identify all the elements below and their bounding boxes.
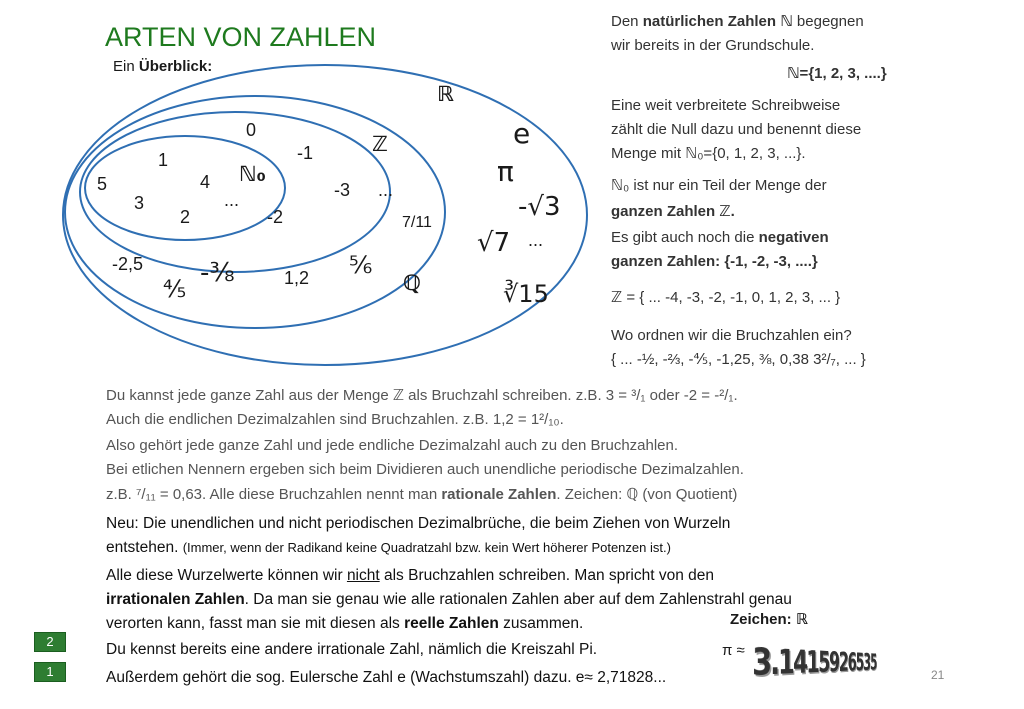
q-number: -2,5 — [112, 254, 144, 274]
explain-line5 — [106, 485, 737, 504]
natural-set: ℕ={1, 2, 3, ....} — [787, 65, 887, 82]
irr-line4 — [106, 590, 792, 610]
label-Q: ℚ — [403, 271, 421, 295]
explain-l5-bold: rationale Zahlen — [441, 486, 557, 503]
r-number: √7 — [477, 228, 511, 258]
pi-approx: π ≈ — [722, 642, 745, 659]
r-number: -√3 — [518, 192, 561, 222]
right-p4-line2: ganzen Zahlen: {-1, -2, -3, ....} — [611, 253, 818, 270]
n0-number: 4 — [200, 172, 211, 192]
pi-digits-graphic: 3.1415926535 — [752, 640, 877, 684]
n0-number: 3 — [134, 193, 145, 213]
n0-number: 5 — [97, 174, 108, 194]
q-number: ⅚ — [349, 251, 373, 279]
z-number: -3 — [334, 180, 351, 200]
z-number: -2 — [267, 207, 284, 227]
subtitle-bold: Überblick: — [138, 58, 213, 75]
nav-button-2[interactable]: 2 — [34, 632, 66, 652]
label-Z: ℤ — [372, 132, 388, 156]
r-number: ... — [528, 230, 544, 250]
n0-number: 1 — [158, 150, 169, 170]
real-symbol-label: Zeichen: ℝ — [730, 611, 808, 628]
r-number: e — [513, 117, 531, 150]
q-number: -⅜ — [200, 258, 235, 288]
right-p3-line2: ganzen Zahlen ℤ. — [611, 203, 735, 220]
fraction-set: { ... -½, -⅔, -⅘, -1,25, ⅜, 0,38 3²/₇, ... } — [611, 351, 866, 368]
irr-l5-post: zusammen. — [498, 615, 584, 632]
z-number: 0 — [246, 120, 257, 140]
irr-l4-bold: irrationalen Zahlen — [106, 591, 245, 608]
explain-l5-pre: z.B. ⁷/₁₁ = 0,63. Alle diese Bruchzahlen nennt man — [106, 486, 442, 503]
right-p2-line3: Menge mit ℕ₀={0, 1, 2, 3, ...}. — [611, 145, 806, 162]
q-number: 7/11 — [402, 214, 432, 231]
explain-line3: Also gehört jede ganze Zahl und jede endliche Dezimalzahl auch zu den Bruchzahlen. — [106, 437, 679, 454]
right-p1-bold: natürlichen Zahlen ℕ — [642, 13, 793, 30]
irr-line2 — [106, 538, 671, 558]
explain-l5-post: . Zeichen: ℚ (von Quotient) — [556, 486, 738, 503]
irr-line1: Neu: Die unendlichen und nicht periodischen Dezimalbrüche, die beim Ziehen von Wurzeln — [106, 515, 731, 532]
subtitle-pre: Ein — [113, 58, 139, 75]
n0-number: ... — [224, 190, 240, 210]
n0-number: 2 — [180, 207, 191, 227]
right-p4-bold: negativen — [758, 229, 829, 246]
irr-line5 — [106, 614, 583, 634]
z-number: -1 — [297, 143, 314, 163]
right-p2-line2: zählt die Null dazu und benennt diese — [611, 121, 862, 138]
right-p2-line1: Eine weit verbreitete Schreibweise — [611, 97, 841, 114]
irr-l3-post: als Bruchzahlen schreiben. Man spricht von den — [379, 567, 714, 584]
r-number: ∛15 — [503, 280, 549, 308]
irr-l3-pre: Alle diese Wurzelwerte können wir — [106, 567, 347, 584]
right-p4-line1 — [611, 228, 829, 248]
irr-line6: Du kennst bereits eine andere irrationale Zahl, nämlich die Kreiszahl Pi. — [106, 641, 598, 658]
irr-l2-main: entstehen. — [106, 539, 183, 556]
irr-line7: Außerdem gehört die sog. Eulersche Zahl e (Wachstumszahl) dazu. e≈ 2,71828... — [106, 669, 667, 686]
irr-l5-bold: reelle Zahlen — [404, 615, 499, 632]
right-p1-pre: Den — [611, 13, 643, 30]
r-number: π — [497, 155, 514, 188]
irr-l3-underline: nicht — [346, 567, 380, 584]
z-number: ... — [378, 180, 394, 200]
irr-l2-small: (Immer, wenn der Radikand keine Quadratzahl bzw. kein Wert höherer Potenzen ist.) — [182, 540, 671, 555]
explain-line4: Bei etlichen Nennern ergeben sich beim Dividieren auch unendliche periodische Dezimalzahlen. — [106, 461, 744, 478]
right-p3-line1: ℕ₀ ist nur ein Teil der Menge der — [611, 177, 827, 194]
label-N0: ℕ₀ — [239, 162, 266, 186]
nav-button-1[interactable]: 1 — [34, 662, 66, 682]
irr-l5-pre: verorten kann, fasst man sie mit diesen als — [106, 615, 405, 632]
integer-set: ℤ = { ... -4, -3, -2, -1, 0, 1, 2, 3, ... } — [611, 289, 841, 306]
fraction-question: Wo ordnen wir die Bruchzahlen ein? — [611, 327, 852, 344]
label-R: ℝ — [437, 82, 454, 106]
explain-line1: Du kannst jede ganze Zahl aus der Menge ℤ als Bruchzahl schreiben. z.B. 3 = ³/₁ oder -2 = -²/₁. — [106, 387, 738, 404]
irr-line3 — [106, 566, 714, 586]
q-number: ⅘ — [163, 275, 187, 303]
explain-line2: Auch die endlichen Dezimalzahlen sind Bruchzahlen. z.B. 1,2 = 1²/₁₀. — [106, 411, 564, 428]
page-title: ARTEN VON ZAHLEN — [105, 22, 377, 52]
right-p1-post: begegnen — [792, 13, 864, 30]
right-p1-line1 — [611, 12, 864, 32]
right-p4-pre: Es gibt auch noch die — [611, 229, 759, 246]
right-p1-line2: wir bereits in der Grundschule. — [611, 37, 815, 54]
q-number: 1,2 — [284, 268, 310, 288]
irr-l4-post: . Da man sie genau wie alle rationalen Zahlen aber auf dem Zahlenstrahl genau — [244, 591, 792, 608]
page-number: 21 — [931, 668, 945, 682]
